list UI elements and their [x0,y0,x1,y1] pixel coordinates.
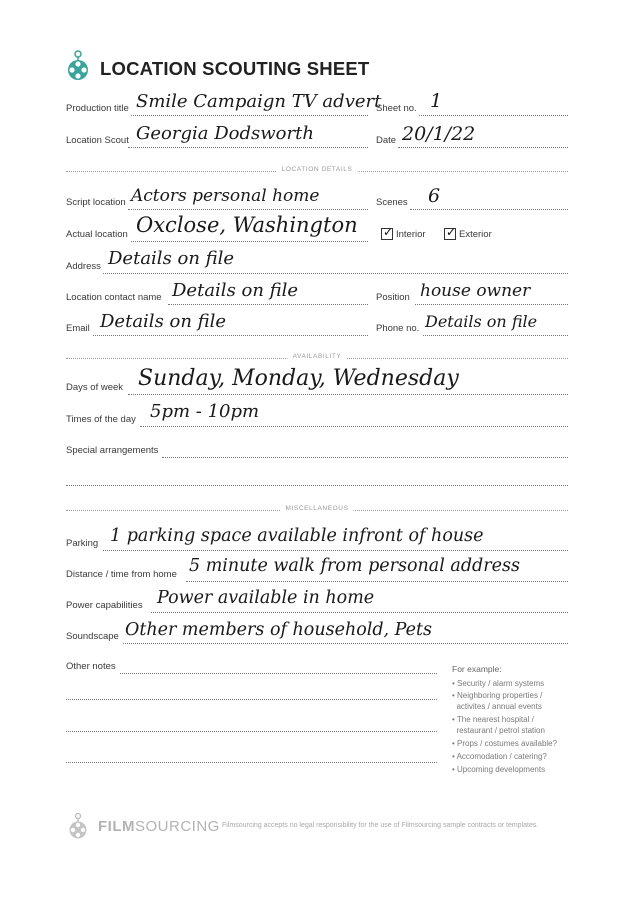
section-miscellaneous: MISCELLANEOUS [66,505,568,515]
footer-brand-light: SOURCING [135,818,220,835]
example-line: • Accomodation / catering? [452,752,547,761]
example-line: • Props / costumes available? [452,739,558,748]
script-location-label: Script location [66,197,126,208]
contact-name-value[interactable]: Details on file [172,280,299,301]
interior-checkbox[interactable]: ✓ [383,225,394,239]
footer-brand [98,818,220,835]
actual-location-value[interactable]: Oxclose, Washington [136,213,358,237]
position-line [415,304,568,305]
parking-line [103,550,568,551]
example-line: • Security / alarm systems [452,679,545,688]
production-title-value[interactable]: Smile Campaign TV advert [136,91,382,112]
date-value[interactable]: 20/1/22 [402,123,476,145]
other-notes-line-3 [66,731,437,732]
email-value[interactable]: Details on file [100,311,227,332]
power-label: Power capabilities [66,600,143,611]
times-line [140,426,568,427]
sheet-no-label: Sheet no. [376,103,417,114]
parking-label: Parking [66,538,99,549]
phone-label: Phone no. [376,323,420,334]
example-line: activites / annual events [452,702,542,711]
scenes-value[interactable]: 6 [428,185,441,207]
days-label: Days of week [66,382,124,393]
exterior-label: Exterior [459,229,492,240]
example-line: restaurant / petrol station [452,726,545,735]
film-reel-icon [64,49,92,83]
sheet-no-line [419,115,568,116]
page-title: LOCATION SCOUTING SHEET [100,58,370,79]
power-value[interactable]: Power available in home [157,588,375,608]
address-label: Address [66,261,101,272]
date-line [398,147,568,148]
location-scout-value[interactable]: Georgia Dodsworth [136,123,314,144]
footer-brand-bold: FILM [98,818,135,835]
production-title-label: Production title [66,103,129,114]
location-scout-line [128,147,368,148]
contact-name-line [168,304,368,305]
distance-value[interactable]: 5 minute walk from personal address [189,556,520,576]
soundscape-value[interactable]: Other members of household, Pets [125,620,433,640]
position-value[interactable]: house owner [420,281,531,301]
example-line: • Upcoming developments [452,765,546,774]
phone-line [423,335,568,336]
special-line [162,457,568,458]
special-label: Special arrangements [66,445,159,456]
address-value[interactable]: Details on file [108,248,235,269]
phone-value[interactable]: Details on file [425,312,538,331]
date-label: Date [376,135,397,146]
times-value[interactable]: 5pm - 10pm [150,401,260,422]
section-location-details: LOCATION DETAILS [66,166,568,176]
power-line [151,612,568,613]
sheet-no-value[interactable]: 1 [430,90,443,112]
position-label: Position [376,292,410,303]
distance-line [186,581,568,582]
example-title: For example: [452,664,502,674]
script-location-value[interactable]: Actors personal home [131,186,320,206]
other-notes-label: Other notes [66,661,116,672]
actual-location-line [131,241,368,242]
filmsourcing-logo-icon [66,812,90,840]
email-label: Email [66,323,90,334]
other-notes-line-4 [66,762,437,763]
other-notes-line-2 [66,699,437,700]
times-label: Times of the day [66,414,136,425]
location-scout-label: Location Scout [66,135,129,146]
footer-disclaimer: Filmsourcing accepts no legal responsibility for the use of Filmsourcing sample contracts or templates. [222,822,539,829]
days-line [128,394,568,395]
address-line [103,273,568,274]
parking-value[interactable]: 1 parking space available infront of house [110,526,484,546]
contact-name-label: Location contact name [66,292,162,303]
scenes-line [410,209,568,210]
example-line: • Neighboring properties / [452,691,543,700]
example-line: • The nearest hospital / [452,715,534,724]
soundscape-line [123,643,568,644]
email-line [93,335,368,336]
section-availability: AVAILABILITY [66,353,568,363]
distance-label: Distance / time from home [66,569,177,580]
days-value[interactable]: Sunday, Monday, Wednesday [138,366,459,391]
script-location-line [128,209,368,210]
interior-label: Interior [396,229,426,240]
actual-location-label: Actual location [66,229,128,240]
scenes-label: Scenes [376,197,408,208]
special-line-2 [66,485,568,486]
soundscape-label: Soundscape [66,631,119,642]
production-title-line [131,115,368,116]
other-notes-line [120,673,437,674]
exterior-checkbox[interactable]: ✓ [446,225,457,239]
